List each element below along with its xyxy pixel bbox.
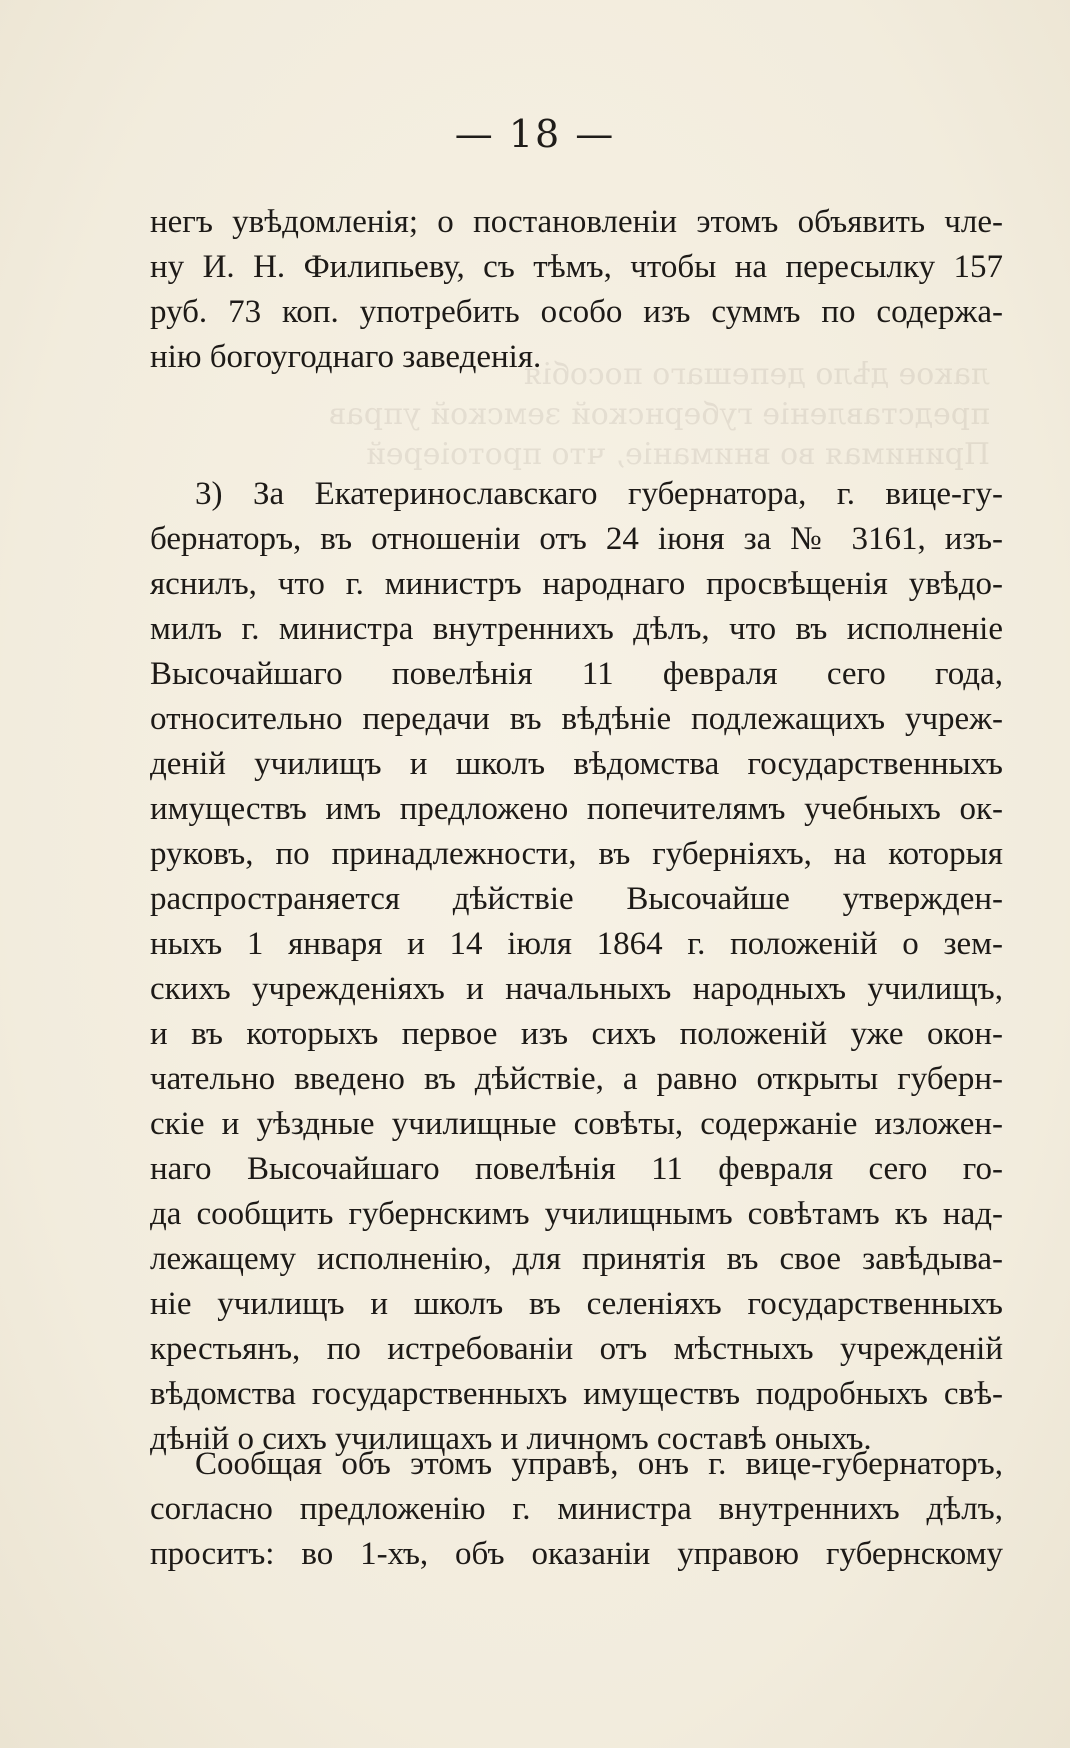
text-line: наго Высочайшаго повелѣнія 11 февраля сего го- <box>150 1151 1003 1187</box>
text-line: милъ г. министра внутреннихъ дѣлъ, что въ исполненіе <box>150 611 1003 647</box>
text-line: вѣдомства государственныхъ имуществъ подробныхъ свѣ- <box>150 1376 1003 1412</box>
text-line: яснилъ, что г. министръ народнаго просвѣщенія увѣдо- <box>150 566 1003 602</box>
text-line: Сообщая объ этомъ управѣ, онъ г. вице-губернаторъ, <box>195 1446 1003 1482</box>
page-number: — 18 — <box>454 112 616 156</box>
text-line: дѣній о сихъ училищахъ и личномъ составѣ оныхъ. <box>150 1421 872 1457</box>
text-line: ныхъ 1 января и 14 іюля 1864 г. положеній о зем- <box>150 926 1003 962</box>
text-line: проситъ: во 1-хъ, объ оказаніи управою губернскому <box>150 1536 1003 1572</box>
paragraph-continuation <box>150 200 1003 380</box>
text-line: крестьянъ, по истребованіи отъ мѣстныхъ учрежденій <box>150 1331 1003 1367</box>
text-line: 3) За Екатеринославскаго губернатора, г. вице-гу- <box>195 476 1003 512</box>
text-line: имуществъ имъ предложено попечителямъ учебныхъ ок- <box>150 791 1003 827</box>
text-line: да сообщить губернскимъ училищнымъ совѣтамъ къ над- <box>150 1196 1003 1232</box>
text-line: деній училищъ и школъ вѣдомства государственныхъ <box>150 746 1003 782</box>
text-line: ну И. Н. Филипьеву, съ тѣмъ, чтобы на пересылку 157 <box>150 249 1003 285</box>
text-line: чательно введено въ дѣйствіе, а равно открыты губерн- <box>150 1061 1003 1097</box>
paragraph-item-3 <box>150 472 1003 1462</box>
text-line: руковъ, по принадлежности, въ губерніяхъ, на которыя <box>150 836 1003 872</box>
bleed-line: лакое дѣло депешаго пособія <box>523 357 990 392</box>
text-line: негъ увѣдомленія; о постановленіи этомъ объявить чле- <box>150 204 1003 240</box>
text-line: бернаторъ, въ отношеніи отъ 24 іюня за № 3161, изъ- <box>150 521 1003 557</box>
text-line: нію богоугоднаго заведенія. <box>150 339 542 375</box>
bleed-line: представленіе губернской земской управ <box>328 397 990 432</box>
text-line: согласно предложенію г. министра внутреннихъ дѣлъ, <box>150 1491 1003 1527</box>
text-line: скихъ учрежденіяхъ и начальныхъ народныхъ училищъ, <box>150 971 1003 1007</box>
text-line: лежащему исполненію, для принятія въ свое завѣдыва- <box>150 1241 1003 1277</box>
paragraph-request <box>150 1442 1003 1577</box>
bleed-line: Принимая во вниманіе, что протоіерей <box>365 437 990 472</box>
text-line: руб. 73 коп. употребить особо изъ суммъ по содержа- <box>150 294 1003 330</box>
text-line: ніе училищъ и школъ въ селеніяхъ государственныхъ <box>150 1286 1003 1322</box>
text-line: относительно передачи въ вѣдѣніе подлежащихъ учреж- <box>150 701 1003 737</box>
text-line: и въ которыхъ первое изъ сихъ положеній уже окон- <box>150 1016 1003 1052</box>
text-line: распространяется дѣйствіе Высочайше утвержден- <box>150 881 1003 917</box>
text-line: Высочайшаго повелѣнія 11 февраля сего года, <box>150 656 1003 692</box>
text-line: скіе и уѣздные училищные совѣты, содержаніе изложен- <box>150 1106 1003 1142</box>
